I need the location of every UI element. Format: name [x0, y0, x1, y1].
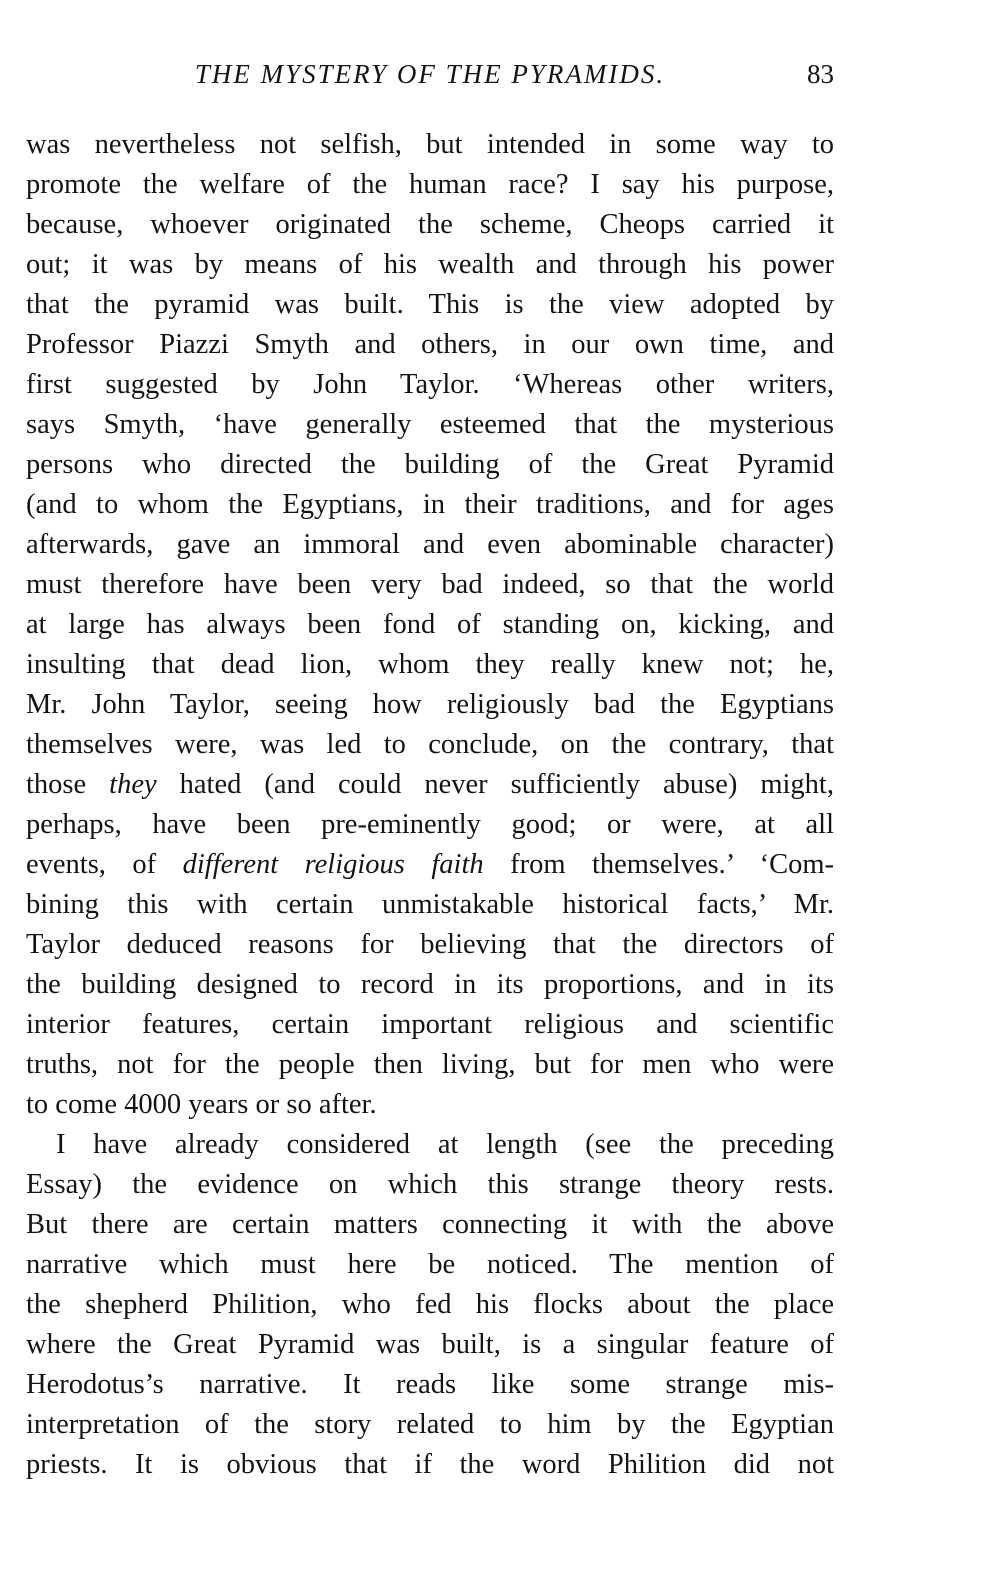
- text-line: (and to whom the Egyptians, in their traditions, and for ages: [26, 489, 834, 520]
- running-title: THE MYSTERY OF THE PYRAMIDS.: [194, 59, 666, 89]
- text-line: the shepherd Philition, who fed his flocks about the place: [26, 1289, 834, 1320]
- text-line: narrative which must here be noticed. The mention of: [26, 1249, 834, 1280]
- text-line: the building designed to record in its proportions, and in its: [26, 969, 834, 1000]
- italic-emphasis: they: [109, 769, 157, 800]
- text-line: priests. It is obvious that if the word Philition did not: [26, 1449, 834, 1480]
- text-line: was nevertheless not selfish, but intended in some way to: [26, 129, 834, 160]
- paragraph-start-line: I have already considered at length (see the preceding: [56, 1129, 834, 1160]
- body-text: [26, 125, 834, 1485]
- text-line: truths, not for the people then living, but for men who were: [26, 1049, 834, 1080]
- text-line: persons who directed the building of the Great Pyramid: [26, 449, 834, 480]
- text-line: says Smyth, ‘have generally esteemed that the mysterious: [26, 409, 834, 440]
- text-line: interpretation of the story related to him by the Egyptian: [26, 1409, 834, 1440]
- text-line: out; it was by means of his wealth and through his power: [26, 249, 834, 280]
- text-line: must therefore have been very bad indeed, so that the world: [26, 569, 834, 600]
- text-line: afterwards, gave an immoral and even abominable character): [26, 529, 834, 560]
- line-text-after: from themselves.’ ‘Com-: [483, 849, 834, 880]
- text-line: where the Great Pyramid was built, is a singular feature of: [26, 1329, 834, 1360]
- text-line: Mr. John Taylor, seeing how religiously bad the Egyptians: [26, 689, 834, 720]
- paragraph-end-line: to come 4000 years or so after.: [26, 1089, 377, 1120]
- text-line: insulting that dead lion, whom they really knew not; he,: [26, 649, 834, 680]
- text-line: bining this with certain unmistakable historical facts,’ Mr.: [26, 889, 834, 920]
- text-line: perhaps, have been pre-eminently good; or were, at all: [26, 809, 834, 840]
- line-text-before: those: [26, 769, 110, 800]
- text-line: Professor Piazzi Smyth and others, in our own time, and: [26, 329, 834, 360]
- running-head: [26, 52, 834, 96]
- text-line: Herodotus’s narrative. It reads like some strange mis-: [26, 1369, 834, 1400]
- text-line: But there are certain matters connecting it with the above: [26, 1209, 834, 1240]
- text-line: Taylor deduced reasons for believing that the directors of: [26, 929, 834, 960]
- text-line: promote the welfare of the human race? I say his purpose,: [26, 169, 834, 200]
- line-text-before: events, of: [26, 849, 183, 880]
- italic-emphasis: different religious faith: [182, 849, 484, 880]
- text-line: that the pyramid was built. This is the view adopted by: [26, 289, 834, 320]
- text-line-with-italic: [26, 765, 834, 805]
- text-line: because, whoever originated the scheme, Cheops carried it: [26, 209, 834, 240]
- text-line: themselves were, was led to conclude, on the contrary, that: [26, 729, 834, 760]
- text-line: first suggested by John Taylor. ‘Whereas other writers,: [26, 369, 834, 400]
- page-number: 83: [807, 59, 834, 89]
- line-text-after: hated (and could never sufficiently abuse) might,: [156, 769, 834, 800]
- text-line: Essay) the evidence on which this strange theory rests.: [26, 1169, 834, 1200]
- text-line-with-italic: [26, 845, 834, 885]
- text-line: at large has always been fond of standing on, kicking, and: [26, 609, 834, 640]
- text-line: interior features, certain important religious and scientific: [26, 1009, 834, 1040]
